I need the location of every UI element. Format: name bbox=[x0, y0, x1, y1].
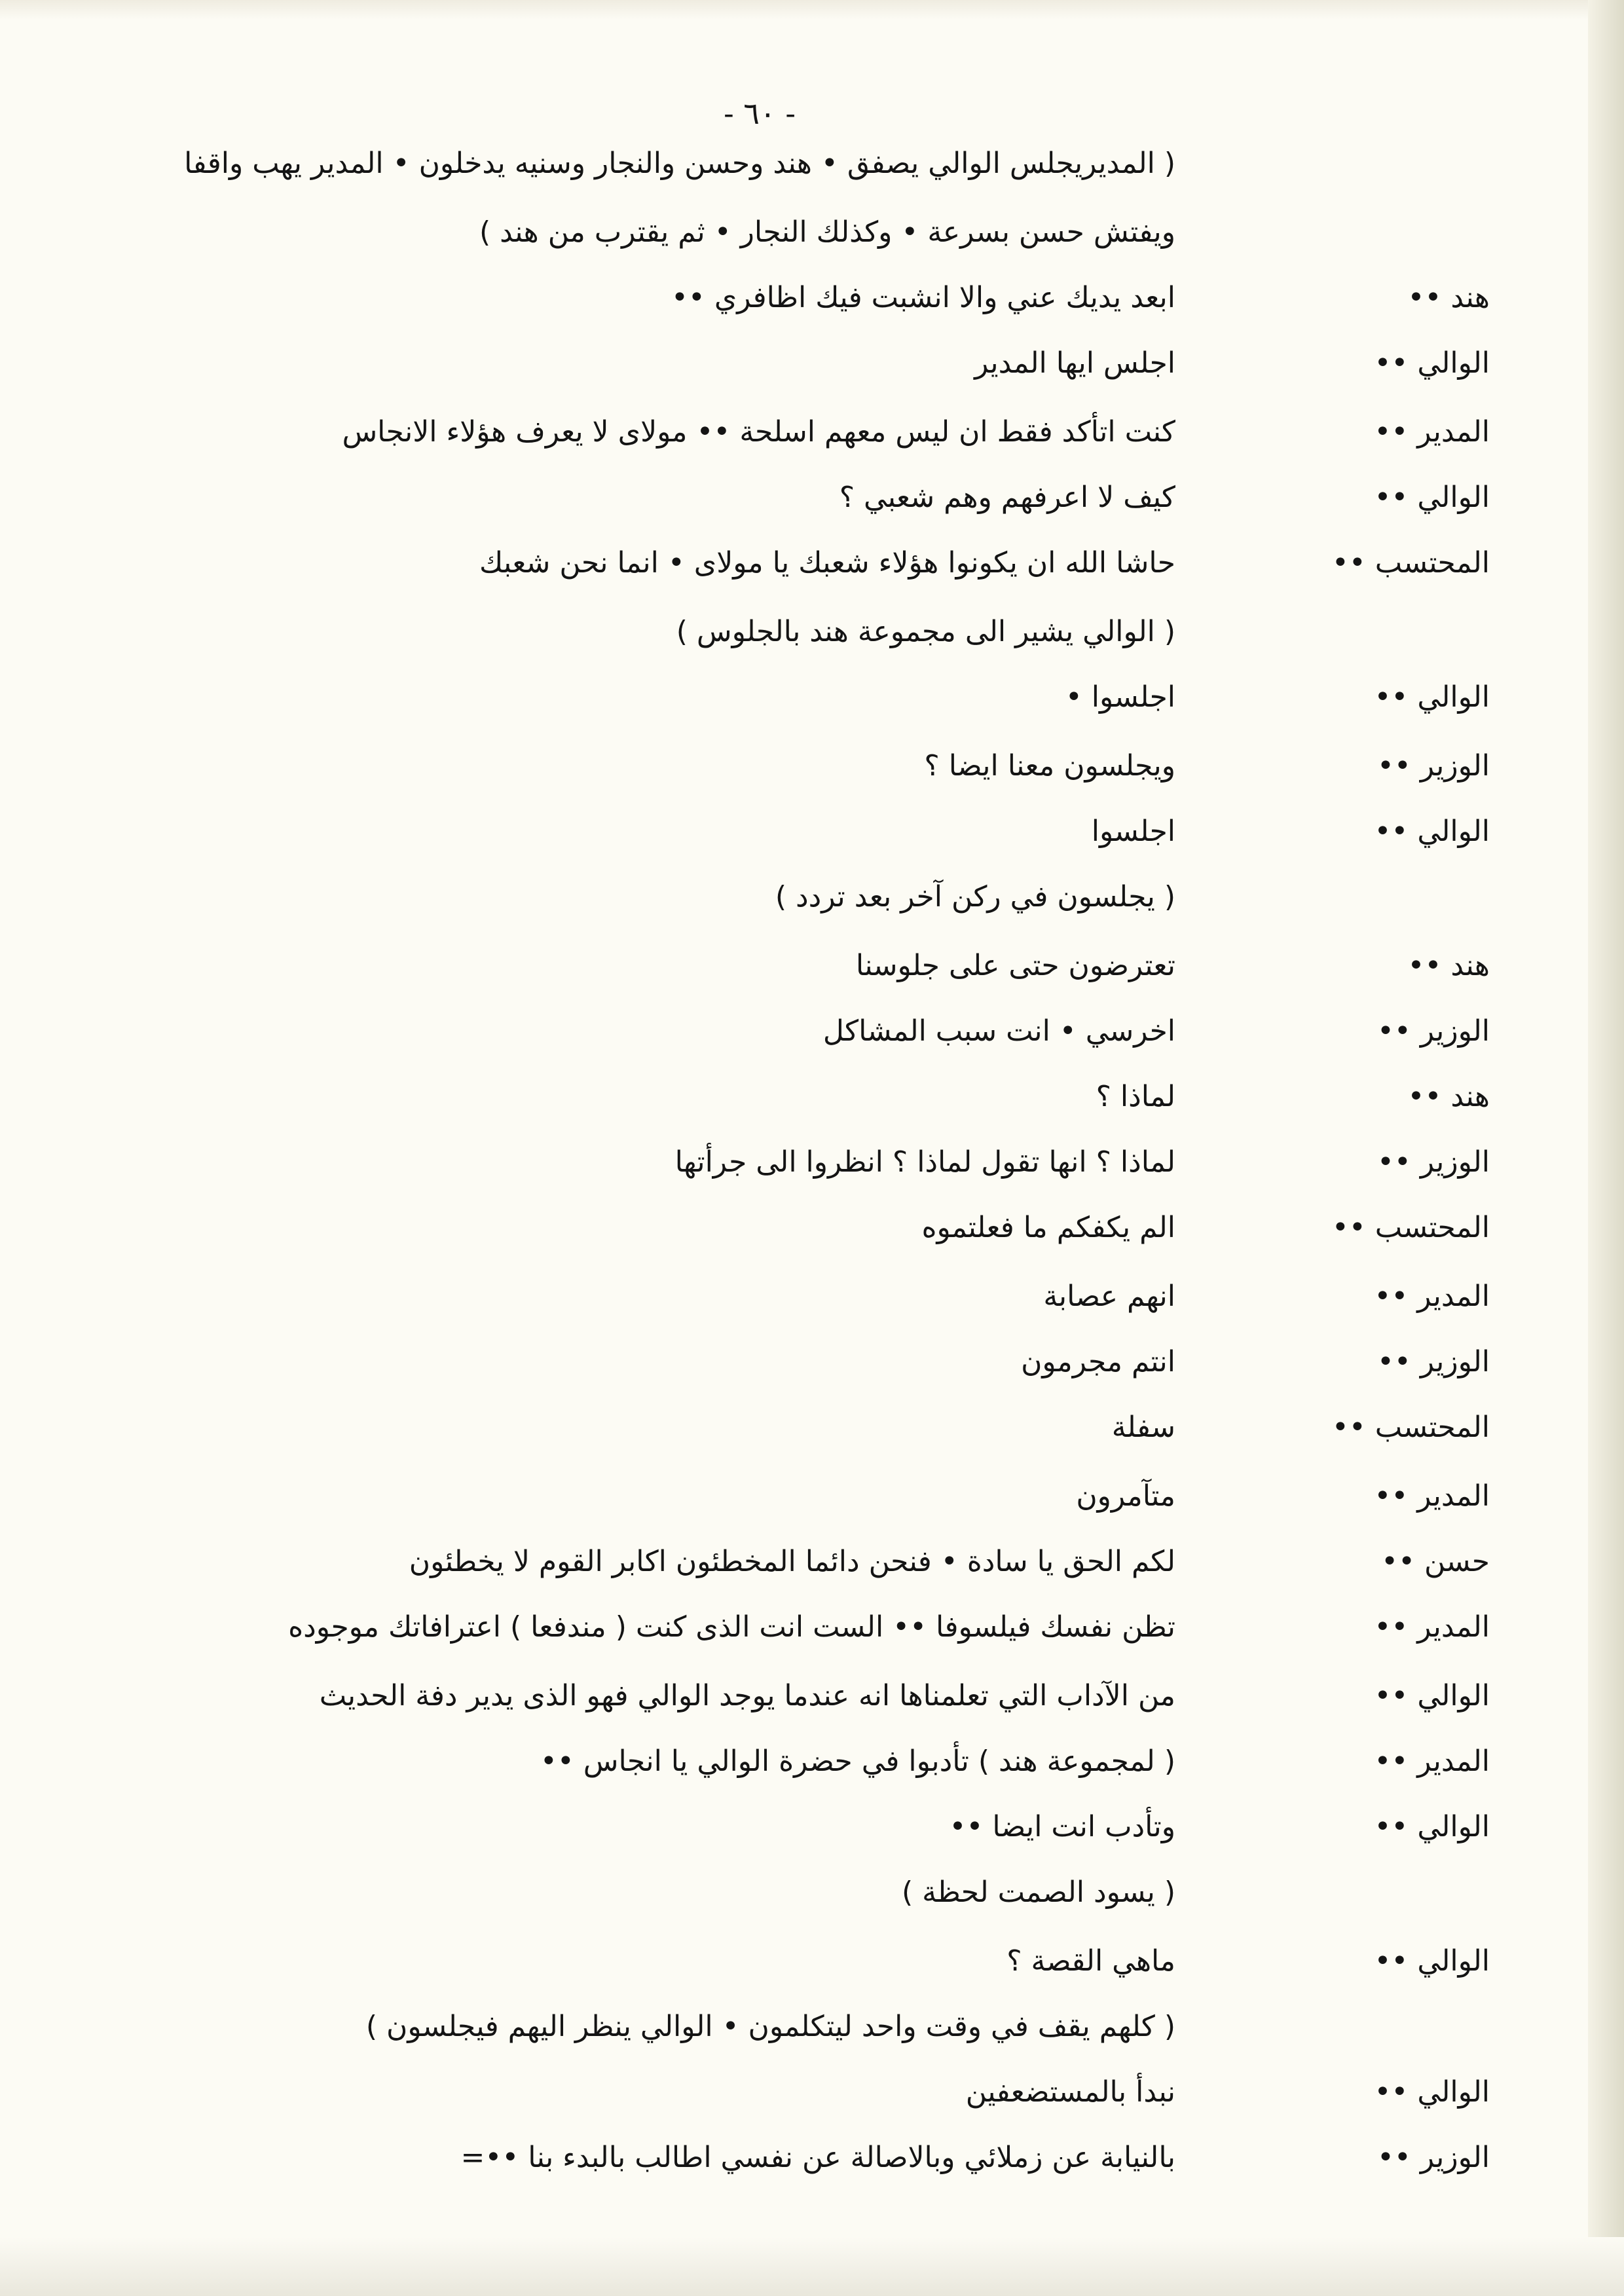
speaker-label: هند •• bbox=[1407, 949, 1490, 982]
speaker-label: المحتسب •• bbox=[1331, 546, 1490, 580]
dialogue-line: كيف لا اعرفهم وهم شعبي ؟ bbox=[839, 481, 1175, 514]
speaker-label: الوزير •• bbox=[1376, 1345, 1490, 1379]
speaker-label: الوالي •• bbox=[1374, 815, 1490, 848]
dialogue-line: اجلسوا bbox=[1091, 815, 1175, 848]
speaker-label: المدير •• bbox=[1374, 1479, 1490, 1513]
page-top-shade bbox=[0, 0, 1624, 20]
dialogue-line: سفلة bbox=[1111, 1411, 1175, 1444]
dialogue-line: كنت اتأكد فقط ان ليس معهم اسلحة •• مولاى لا يعرف هؤلاء الانجاس bbox=[342, 415, 1175, 449]
dialogue-line: تظن نفسك فيلسوفا •• الست انت الذى كنت ( مندفعا ) اعترافاتك موجوده bbox=[288, 1610, 1175, 1644]
speaker-label: المحتسب •• bbox=[1331, 1411, 1490, 1444]
speaker-label: الوالي •• bbox=[1374, 346, 1490, 380]
dialogue-line: ويجلسون معنا ايضا ؟ bbox=[924, 749, 1175, 783]
speaker-label: الوزير •• bbox=[1376, 2141, 1490, 2174]
dialogue-line: ابعد يديك عني والا انشبت فيك اظافري •• bbox=[671, 281, 1175, 314]
speaker-label: المدير •• bbox=[1374, 1745, 1490, 1778]
dialogue-line: حاشا الله ان يكونوا هؤلاء شعبك يا مولاى • انما نحن شعبك bbox=[479, 546, 1175, 580]
speaker-label: الوالي •• bbox=[1374, 2075, 1490, 2109]
dialogue-line: انهم عصابة bbox=[1043, 1280, 1175, 1313]
speaker-label: الوزير •• bbox=[1376, 1145, 1490, 1179]
speaker-label: الوالي •• bbox=[1374, 680, 1490, 714]
page-number: - ٦٠ - bbox=[724, 96, 796, 131]
dialogue-line: لماذا ؟ bbox=[1096, 1080, 1175, 1113]
speaker-label: الوالي •• bbox=[1374, 1944, 1490, 1978]
speaker-label: حسن •• bbox=[1381, 1545, 1490, 1578]
stage-direction: ( يجلسون في ركن آخر بعد تردد ) bbox=[775, 880, 1175, 914]
speaker-label: الوالي •• bbox=[1374, 481, 1490, 514]
dialogue-line: بالنيابة عن زملائي وبالاصالة عن نفسي اطالب بالبدء بنا ••= bbox=[460, 2141, 1175, 2174]
dialogue-line: اجلس ايها المدير bbox=[974, 346, 1175, 380]
dialogue-line: تعترضون حتى على جلوسنا bbox=[855, 949, 1175, 982]
stage-direction-line-2: ويفتش حسن بسرعة • وكذلك النجار • ثم يقترب من هند ) bbox=[479, 215, 1175, 249]
stage-direction: ( الوالي يشير الى مجموعة هند بالجلوس ) bbox=[676, 615, 1175, 648]
dialogue-line: نبدأ بالمستضعفين bbox=[965, 2075, 1175, 2109]
dialogue-line: اجلسوا • bbox=[1065, 680, 1175, 714]
dialogue-line: من الآداب التي تعلمناها انه عندما يوجد الوالي فهو الذى يدير دفة الحديث bbox=[319, 1679, 1175, 1713]
speaker-label: المدير •• bbox=[1374, 1610, 1490, 1644]
speaker-label: الوالي •• bbox=[1374, 1679, 1490, 1713]
dialogue-line: اخرسي • انت سبب المشاكل bbox=[822, 1014, 1175, 1048]
dialogue-line: لكم الحق يا سادة • فنحن دائما المخطئون اكابر القوم لا يخطئون bbox=[409, 1545, 1175, 1578]
stage-direction: ( يسود الصمت لحظة ) bbox=[901, 1876, 1175, 1909]
page-bottom-edge bbox=[0, 2237, 1624, 2296]
speaker-label: المحتسب •• bbox=[1331, 1211, 1490, 1244]
speaker-label: الوزير •• bbox=[1376, 749, 1490, 783]
dialogue-line: وتأدب انت ايضا •• bbox=[949, 1810, 1175, 1843]
dialogue-line: ( لمجموعة هند ) تأدبوا في حضرة الوالي يا انجاس •• bbox=[540, 1745, 1175, 1778]
dialogue-line: الم يكفكم ما فعلتموه bbox=[921, 1211, 1175, 1244]
dialogue-line: لماذا ؟ انها تقول لماذا ؟ انظروا الى جرأتها bbox=[674, 1145, 1175, 1179]
speaker-label: المدير •• bbox=[1374, 1280, 1490, 1313]
dialogue-line: ماهي القصة ؟ bbox=[1006, 1944, 1175, 1978]
stage-direction: ( كلهم يقف في وقت واحد ليتكلمون • الوالي ينظر اليهم فيجلسون ) bbox=[365, 2010, 1175, 2043]
dialogue-line: انتم مجرمون bbox=[1021, 1345, 1175, 1379]
speaker-label: المدير •• bbox=[1374, 415, 1490, 449]
dialogue-line: متآمرون bbox=[1076, 1479, 1175, 1513]
speaker-label: هند •• bbox=[1407, 1080, 1490, 1113]
speaker-label: هند •• bbox=[1407, 281, 1490, 314]
speaker-label: الوزير •• bbox=[1376, 1014, 1490, 1048]
page-right-edge-shadow bbox=[1588, 0, 1624, 2296]
speaker-label: الوالي •• bbox=[1374, 1810, 1490, 1843]
stage-direction-line-1: ( المديريجلس الوالي يصفق • هند وحسن والنجار وسنيه يدخلون • المدير يهب واقفا bbox=[184, 147, 1175, 180]
